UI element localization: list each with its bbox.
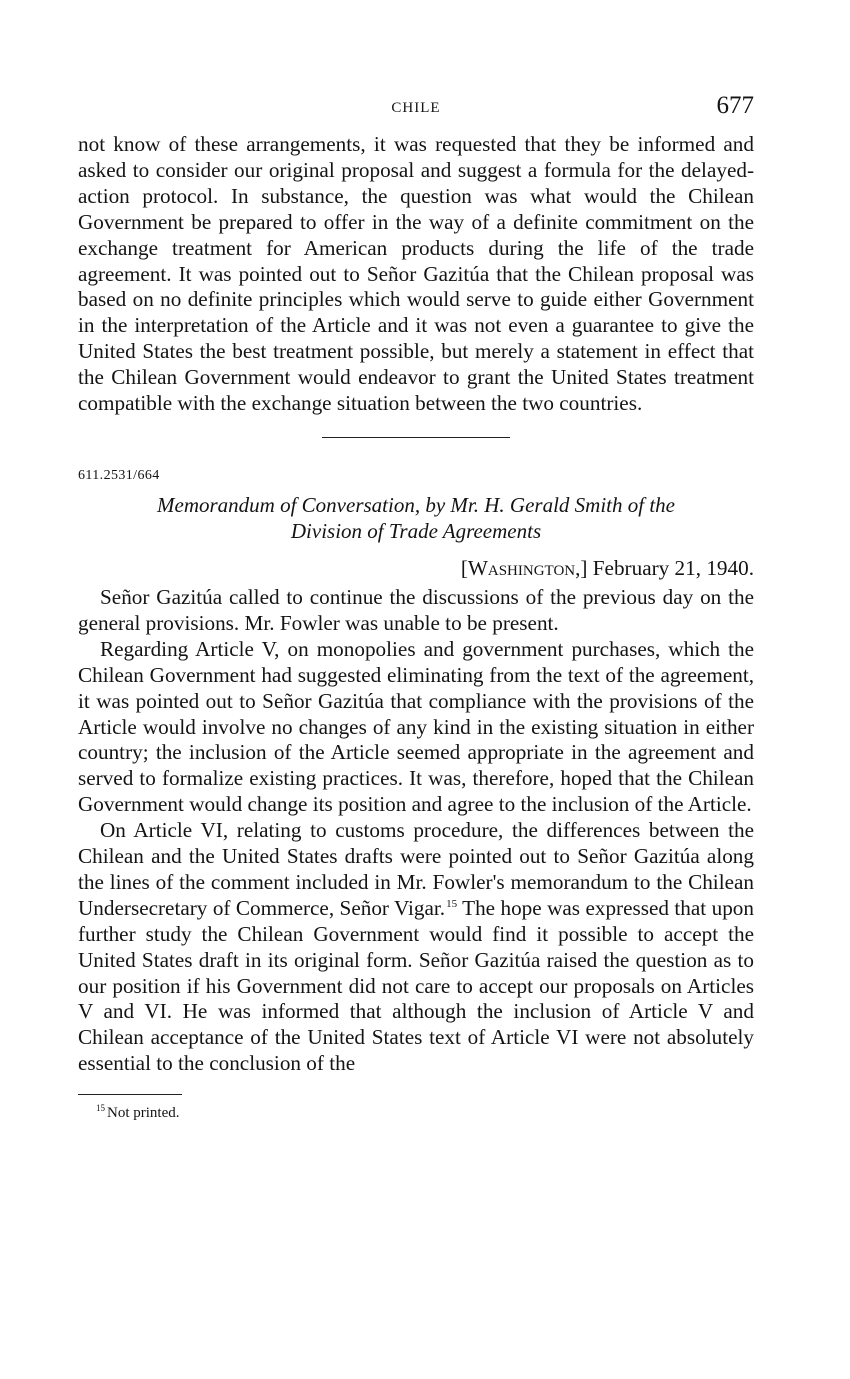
footnote <box>96 1104 754 1122</box>
dateline <box>78 555 754 581</box>
body-paragraph-1: Señor Gazitúa called to continue the discussions of the previous day on the general provisions. Mr. Fowler was unable to be present. <box>78 584 754 635</box>
document-title <box>78 492 754 544</box>
document-title-line-1: Memorandum of Conversation, by Mr. H. Gerald Smith of the <box>157 492 675 517</box>
section-divider <box>322 437 510 438</box>
dateline-place: [Washington,] <box>460 555 588 580</box>
page-number: 677 <box>716 92 754 119</box>
continuation-paragraph: not know of these arrangements, it was requested that they be informed and asked to consider our original proposal and suggest a formula for the delayed-action protocol. In substance, the question was what would the Chilean Government be prepared to offer in the way of a definite commitment on the exchange treatment for American products during the life of the trade agreement. It was pointed out to Señor Gazitúa that the Chilean proposal was based on no definite principles which would serve to guide either Government in the interpretation of the Article and it was not even a guarantee to give the United States the best treatment possible, but merely a statement in effect that the Chilean Government would endeavor to grant the United States treatment compatible with the exchange situation between the two countries. <box>78 132 754 416</box>
footnote-number: 15 <box>96 1103 105 1114</box>
running-title: CHILE <box>391 100 441 116</box>
footnote-text: Not printed. <box>107 1105 180 1122</box>
footnote-divider <box>78 1094 182 1095</box>
body-paragraph-3-part-2: The hope was expressed that upon further study the Chilean Government would find it possible to accept the United States draft in its original form. Señor Gazitúa raised the question as to our position if his Government did not care to accept our proposals on Articles V and VI. He was informed that although the inclusion of Article V and Chilean acceptance of the United States text of Article VI were not absolutely essential to the conclusion of the <box>78 895 754 1076</box>
document-page <box>78 92 754 1122</box>
memorandum-body <box>78 585 754 1077</box>
body-paragraph-2: Regarding Article V, on monopolies and government purchases, which the Chilean Government had suggested eliminating from the text of the agreement, it was pointed out to Señor Gazitúa that compliance with the provisions of the Article would involve no changes of any kind in the existing situation in either country; the inclusion of the Article seemed appropriate in the agreement and served to formalize existing practices. It was, therefore, hoped that the Chilean Government would change its position and agree to the inclusion of the Article. <box>78 636 754 817</box>
document-title-line-2: Division of Trade Agreements <box>290 518 542 543</box>
running-head <box>78 92 754 126</box>
dateline-date: February 21, 1940. <box>592 555 754 580</box>
footnote-reference: 15 <box>446 897 458 910</box>
body-paragraph-3 <box>78 818 754 1077</box>
file-number: 611.2531/664 <box>78 467 160 483</box>
body-paragraph-3-part-1: On Article VI, relating to customs procedure, the differences between the Chilean and the United States drafts were pointed out to Señor Gazitúa along the lines of the comment included in Mr. Fowler's memorandum to the Chilean Undersecretary of Commerce, Señor Vigar. <box>78 818 754 920</box>
